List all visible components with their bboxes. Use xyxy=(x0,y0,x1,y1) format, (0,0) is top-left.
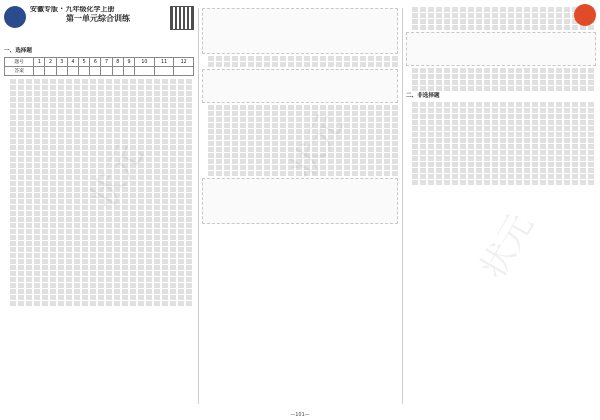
column-divider xyxy=(402,8,403,404)
publisher-badge-icon xyxy=(574,4,596,26)
figure-airtightness-check xyxy=(202,178,398,224)
publisher-logo xyxy=(4,6,26,28)
answer-table-header-row: 题号 1 2 3 4 5 6 7 8 9 10 11 12 xyxy=(5,58,194,67)
answer-table-label: 题号 xyxy=(5,58,34,67)
answer-table xyxy=(4,57,194,76)
answer-table-answer-row xyxy=(5,67,194,76)
series-title: 安徽专版 · 九年级化学上册 xyxy=(30,6,115,13)
question-block xyxy=(4,79,194,306)
watermark: 状元 xyxy=(472,206,542,286)
qr-code-icon xyxy=(170,6,194,30)
title-block xyxy=(30,6,166,25)
right-column xyxy=(406,6,596,406)
watermark: 状元 xyxy=(282,106,352,186)
left-column xyxy=(4,6,194,406)
answer-table-label: 答案 xyxy=(5,67,34,76)
column-divider xyxy=(198,8,199,404)
page-number: —101— xyxy=(290,412,310,418)
middle-column xyxy=(202,6,398,406)
figure-lab-apparatus xyxy=(202,8,398,54)
section-title: 一、选择题 xyxy=(4,48,32,54)
figure-candle-experiment xyxy=(406,32,596,66)
section-title: 二、非选择题 xyxy=(406,93,440,99)
worksheet-header xyxy=(4,6,194,46)
figure-experiment-operations xyxy=(202,69,398,103)
watermark: 状元 xyxy=(82,136,152,216)
unit-title: 第一单元综合训练 xyxy=(66,14,130,24)
